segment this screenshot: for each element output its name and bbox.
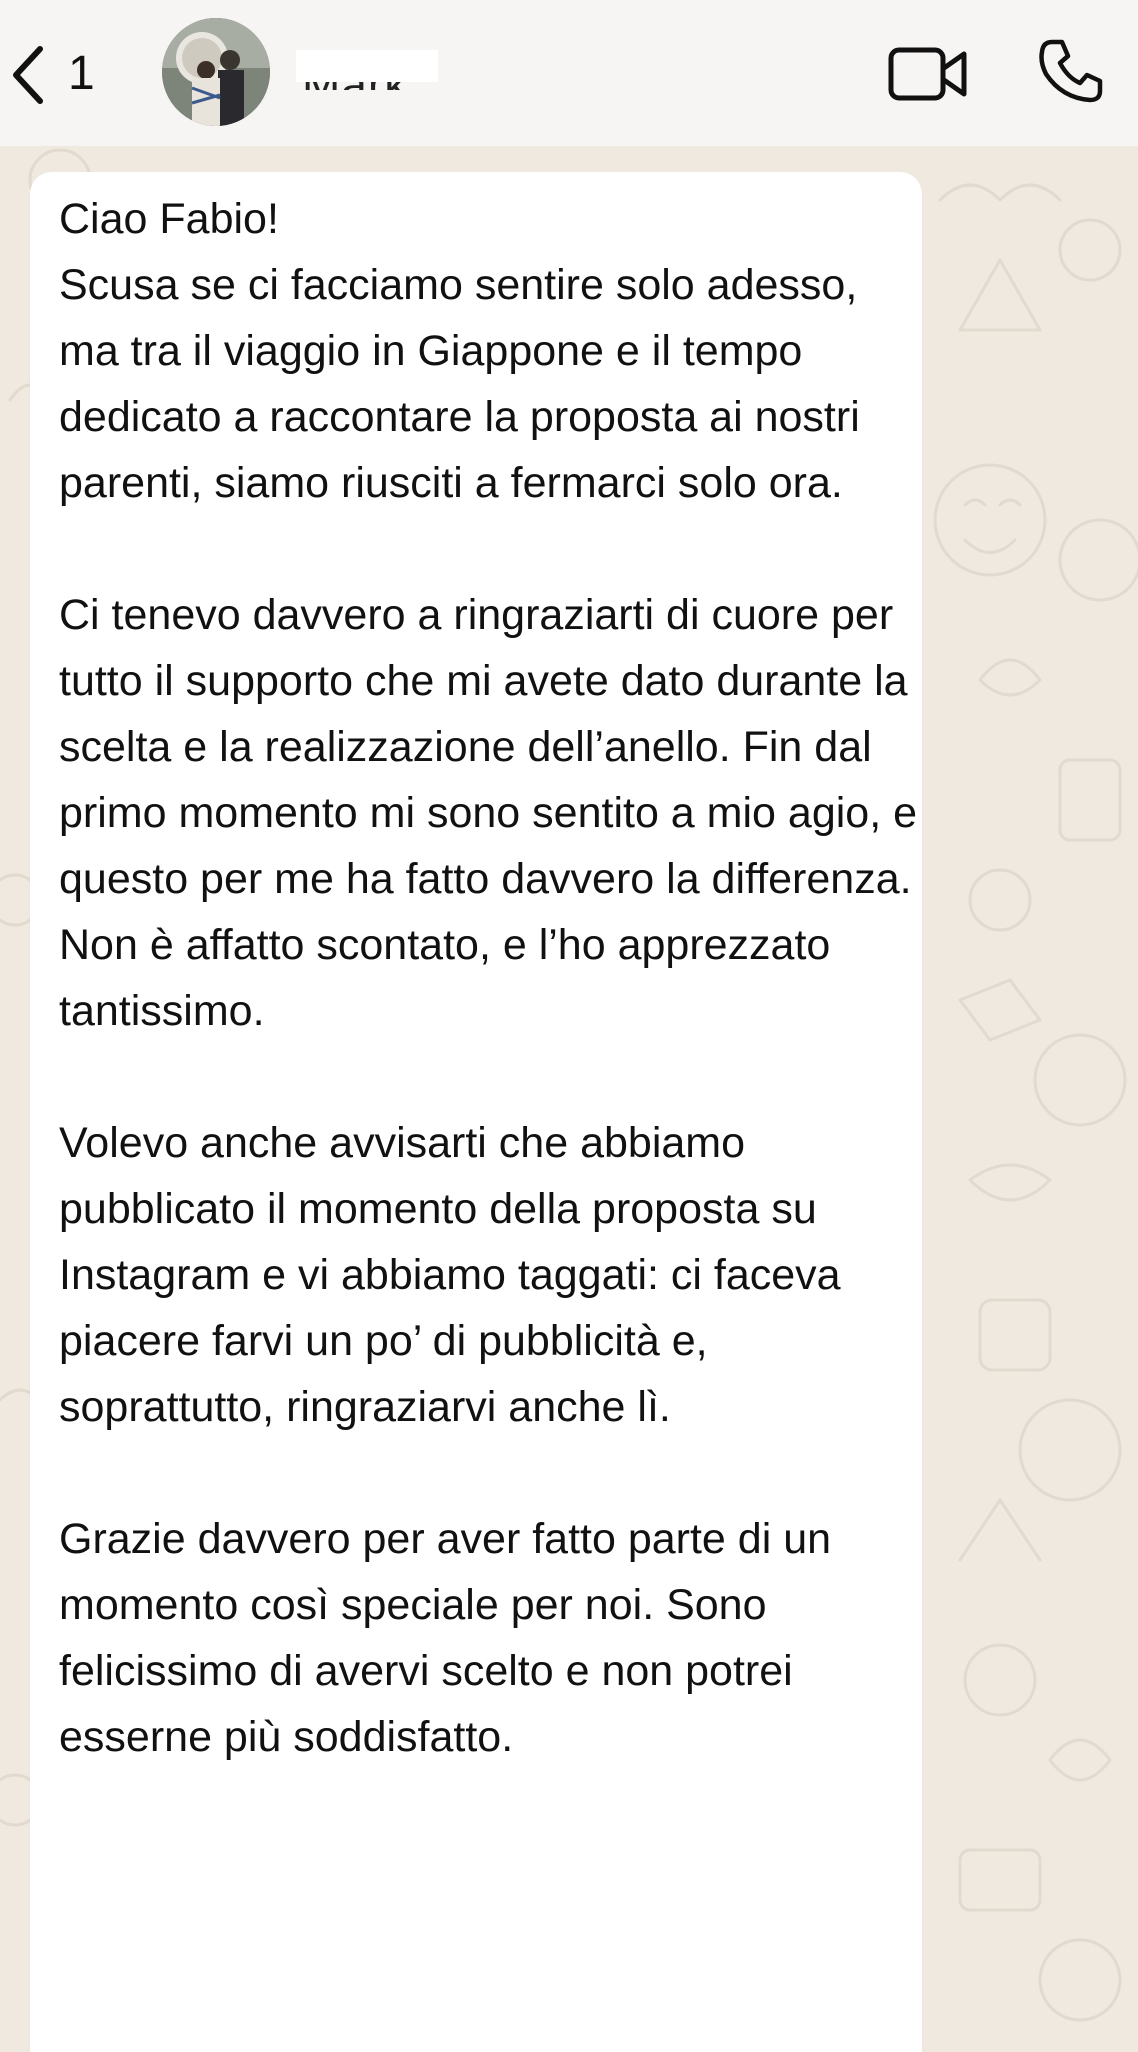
redaction-mask: [296, 50, 438, 82]
message-bubble[interactable]: [30, 172, 922, 2052]
avatar-photo: [162, 18, 270, 126]
avatar[interactable]: [162, 18, 270, 126]
video-camera-icon: [888, 44, 968, 104]
phone-icon: [1038, 38, 1104, 104]
unread-count: 1: [68, 47, 95, 100]
message-text: Ciao Fabio! Scusa se ci facciamo sentire solo adesso, ma tra il viaggio in Giappone e il tempo dedicato a raccontare la proposta ai nostri parenti, siamo riusciti a fermarci solo ora. Ci tenevo davvero a ringraziarti di cuore per tutto il supporto che mi avete dato durante la scelta e la realizzazione dell’anello. Fin dal primo momento mi sono sentito a mio agio, e questo per me ha fatto davvero la differenza. Non è affatto scontato, e l’ho apprezzato tantissimo. Volevo anche avvisarti che abbiamo pubblicato il momento della proposta su Instagram e vi abbiamo taggati: ci faceva piacere farvi un po’ di pubblicità e, soprattutto, ringraziarvi anche lì. Grazie davvero per aver fatto parte di un momento così speciale per noi. Sono felicissimo di avervi scelto e non potrei esserne più soddisfatto.: [59, 195, 918, 1761]
contact-name-area[interactable]: [296, 50, 438, 90]
chevron-left-icon: [8, 45, 48, 105]
chat-header: [0, 0, 1138, 146]
voice-call-button[interactable]: [1038, 38, 1104, 104]
back-button[interactable]: [0, 30, 120, 120]
video-call-button[interactable]: [888, 44, 968, 104]
